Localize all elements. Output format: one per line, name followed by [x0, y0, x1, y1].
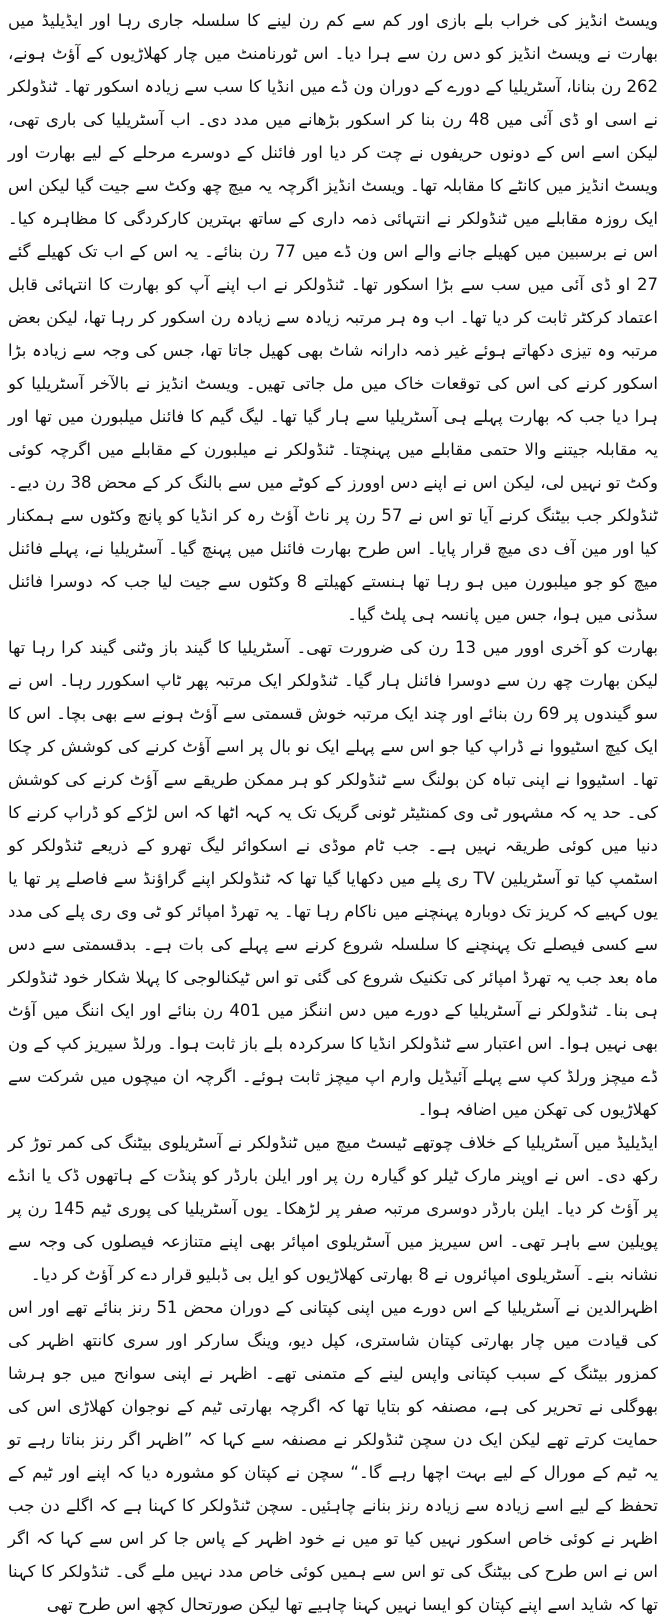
paragraph-adelaide-test: ایڈیلیڈ میں آسٹریلیا کے خلاف چوتھے ٹیسٹ میچ میں ٹنڈولکر نے آسٹریلوی بیٹنگ کی کمر توڑ کر رکھ دی۔ اس نے اوپنر مارک ٹیلر کو گیارہ رن پر اور ایلن بارڈر کو پنڈت کے ہاتھوں ڈک یا انڈے پر آؤٹ کر دیا۔ ایلن بارڈر دوسری مرتبہ صفر پر لڑھکا۔ یوں آسٹریلیا کی پوری ٹیم 145 رن پر پویلین سے باہر تھی۔ اس سیریز میں آسٹریلوی امپائر بھی اپنے متنازعہ فیصلوں کی وجہ سے نشانہ بنے۔ آسٹریلوی امپائروں نے 8 بھارتی کھلاڑیوں کو ایل بی ڈبلیو قرار دے کر آؤٹ کر دیا۔ — [8, 1133, 658, 1284]
paragraph-world-series-summary: ویسٹ انڈیز کی خراب بلے بازی اور کم سے کم رن لینے کا سلسلہ جاری رہا اور ایڈیلیڈ میں بھارت نے ویسٹ انڈیز کو دس رن سے ہرا دیا۔ اس ٹورنامنٹ میں چار کھلاڑیوں کے آؤٹ ہونے، 262 رن بنانا، آسٹریلیا کے دورے کے دوران ون ڈے میں انڈیا کا سب سے زیادہ اسکور تھا۔ ٹنڈولکر نے اسی او ڈی آئی میں 48 رن بنا کر اسکور بڑھانے میں مدد دی۔ اب آسٹریلیا کی باری تھی، لیکن اسے اس کے دونوں حریفوں نے چت کر دیا اور فائنل کے دوسرے مرحلے کے لیے بھارت اور ویسٹ انڈیز میں کانٹے کا مقابلہ تھا۔ ویسٹ انڈیز اگرچہ یہ میچ چھ وکٹ سے جیت گیا لیکن اس ایک روزہ مقابلے میں ٹنڈولکر نے انتہائی ذمہ داری کے ساتھ بہترین کارکردگی کا مظاہرہ کیا۔ اس نے برسبین میں کھیلے جانے والے اس ون ڈے میں 77 رن بنائے۔ یہ اس کے اب تک کھیلے گئے 27 او ڈی آئی میں سب سے بڑا اسکور تھا۔ ٹنڈولکر نے اب اپنے آپ کو بھارت کا انتہائی قابل اعتماد کرکٹر ثابت کر دیا تھا۔ اب وہ ہر مرتبہ زیادہ سے زیادہ رن اسکور کر رہا تھا، لیکن بعض مرتبہ وہ تیزی دکھاتے ہوئے غیر ذمہ دارانہ شاٹ بھی کھیل جاتا تھا، جس کی وجہ سے زیادہ بڑا اسکور کرنے کی اس کی توقعات خاک میں مل جاتی تھیں۔ ویسٹ انڈیز نے بالآخر آسٹریلیا کو ہرا دیا جب کہ بھارت پہلے ہی آسٹریلیا سے ہار گیا تھا۔ لیگ گیم کا فائنل میلبورن میں تھا اور یہ مقابلہ جیتنے والا حتمی مقابلے میں پہنچتا۔ ٹنڈولکر نے میلبورن کے مقابلے میں اگرچہ کوئی وکٹ تو نہیں لی، لیکن اس نے اپنے دس اوورز کے کوٹے میں سے بالنگ کر کے محض 38 رن دیے۔ ٹنڈولکر جب بیٹنگ کرنے آیا تو اس نے 57 رن پر ناٹ آؤٹ رہ کر انڈیا کو پانچ وکٹوں سے ہمکنار کیا اور مین آف دی میچ قرار پایا۔ اس طرح بھارت فائنل میں پہنچ گیا۔ آسٹریلیا نے، پہلے فائنل میچ کو جو میلبورن میں ہو رہا تھا ہنستے کھیلتے 8 وکٹوں سے جیت لیا جب کہ دوسرا فائنل سڈنی میں ہوا، جس میں پانسہ ہی پلٹ گیا۔ — [8, 11, 658, 624]
paragraph-azharuddin-captaincy: اظہرالدین نے آسٹریلیا کے اس دورے میں اپنی کپتانی کے دوران محض 51 رنز بنائے تھے اور اس کی قیادت میں چار بھارتی کپتان شاستری، کپل دیو، وینگ سارکر اور سری کانتھ اظہر کی کمزور بیٹنگ کے سبب کپتانی واپس لینے کے متمنی تھے۔ اظہر نے اپنی سوانح میں جو ہرشا بھوگلی نے تحریر کی ہے، مصنفہ کو بتایا تھا کہ اگرچہ بھارتی ٹیم کے نوجوان کھلاڑی اس کی حمایت کرتے تھے لیکن ایک دن سچن ٹنڈولکر نے مصنفہ سے کہا کہ ”اظہر اگر رنز بناتا رہے تو یہ ٹیم کے مورال کے لیے بہت اچھا رہے گا۔“ سچن نے کپتان کو مشورہ دیا کہ اپنے اور ٹیم کے تحفظ کے لیے اسے زیادہ سے زیادہ رنز بنانے چاہئیں۔ سچن ٹنڈولکر کا کہنا ہے کہ اگلے دن جب اظہر نے کوئی خاص اسکور نہیں کیا تو میں نے خود اظہر کے پاس جا کر اس سے کہا کہ اگر اس نے اس طرح کی بیٹنگ کی تو اس سے ہمیں کوئی خاص مدد نہیں ملے گی۔ ٹنڈولکر کا کہنا تھا کہ شاید اسے اپنے کپتان کو ایسا نہیں کہنا چاہیے تھا لیکن صورتحال کچھ اس طرح تھی — [8, 1298, 658, 1614]
paragraph-second-final-and-third-umpire: بھارت کو آخری اوور میں 13 رن کی ضرورت تھی۔ آسٹریلیا کا گیند باز وٹنی گیند کرا رہا تھا لیکن بھارت چھ رن سے دوسرا فائنل ہار گیا۔ ٹنڈولکر ایک مرتبہ پھر ٹاپ اسکورر رہا۔ اس نے سو گیندوں پر 69 رن بنائے اور چند ایک مرتبہ خوش قسمتی سے آؤٹ ہونے سے بھی بچا۔ اس کا ایک کیچ اسٹیووا نے ڈراپ کیا جو اس سے پہلے ایک نو بال پر اسے آؤٹ کرنے کی کوشش کر چکا تھا۔ اسٹیووا نے اپنی تباہ کن بولنگ سے ٹنڈولکر کو ہر ممکن طریقے سے آؤٹ کرنے کی کوشش کی۔ حد یہ کہ مشہور ٹی وی کمنٹیٹر ٹونی گریک تک یہ کہہ اٹھا کہ اس لڑکے کو ڈراپ کرنے کا دنیا میں کوئی طریقہ نہیں ہے۔ جب ٹام موڈی نے اسکوائر لیگ تھرو کے ذریعے ٹنڈولکر کو اسٹمپ کیا تو آسٹریلین TV ری پلے میں دکھایا گیا تھا کہ ٹنڈولکر اپنے گراؤنڈ سے فاصلے پر تھا یا یوں کہیے کہ کریز تک دوبارہ پہنچنے میں ناکام رہا تھا۔ یہ تھرڈ امپائر کو ٹی وی ری پلے کی مدد سے کسی فیصلے تک پہنچنے کا سلسلہ شروع کرنے سے پہلے کی بات ہے۔ بدقسمتی سے دس ماہ بعد جب یہ تھرڈ امپائر کی تکنیک شروع کی گئی تو اس ٹیکنالوجی کا پہلا شکار خود ٹنڈولکر ہی بنا۔ ٹنڈولکر نے آسٹریلیا کے دورے میں دس اننگز میں 401 رن بنائے اور ایک اننگ میں آؤٹ بھی نہیں ہوا۔ اس اعتبار سے ٹنڈولکر انڈیا کا سرکردہ بلے باز ثابت ہوا۔ ورلڈ سیریز کپ کے ون ڈے میچز ورلڈ کپ سے پہلے آئیڈیل وارم اپ میچز ثابت ہوئے۔ اگرچہ ان میچوں میں شرکت سے کھلاڑیوں کی تھکن میں اضافہ ہوا۔ — [8, 638, 659, 1119]
